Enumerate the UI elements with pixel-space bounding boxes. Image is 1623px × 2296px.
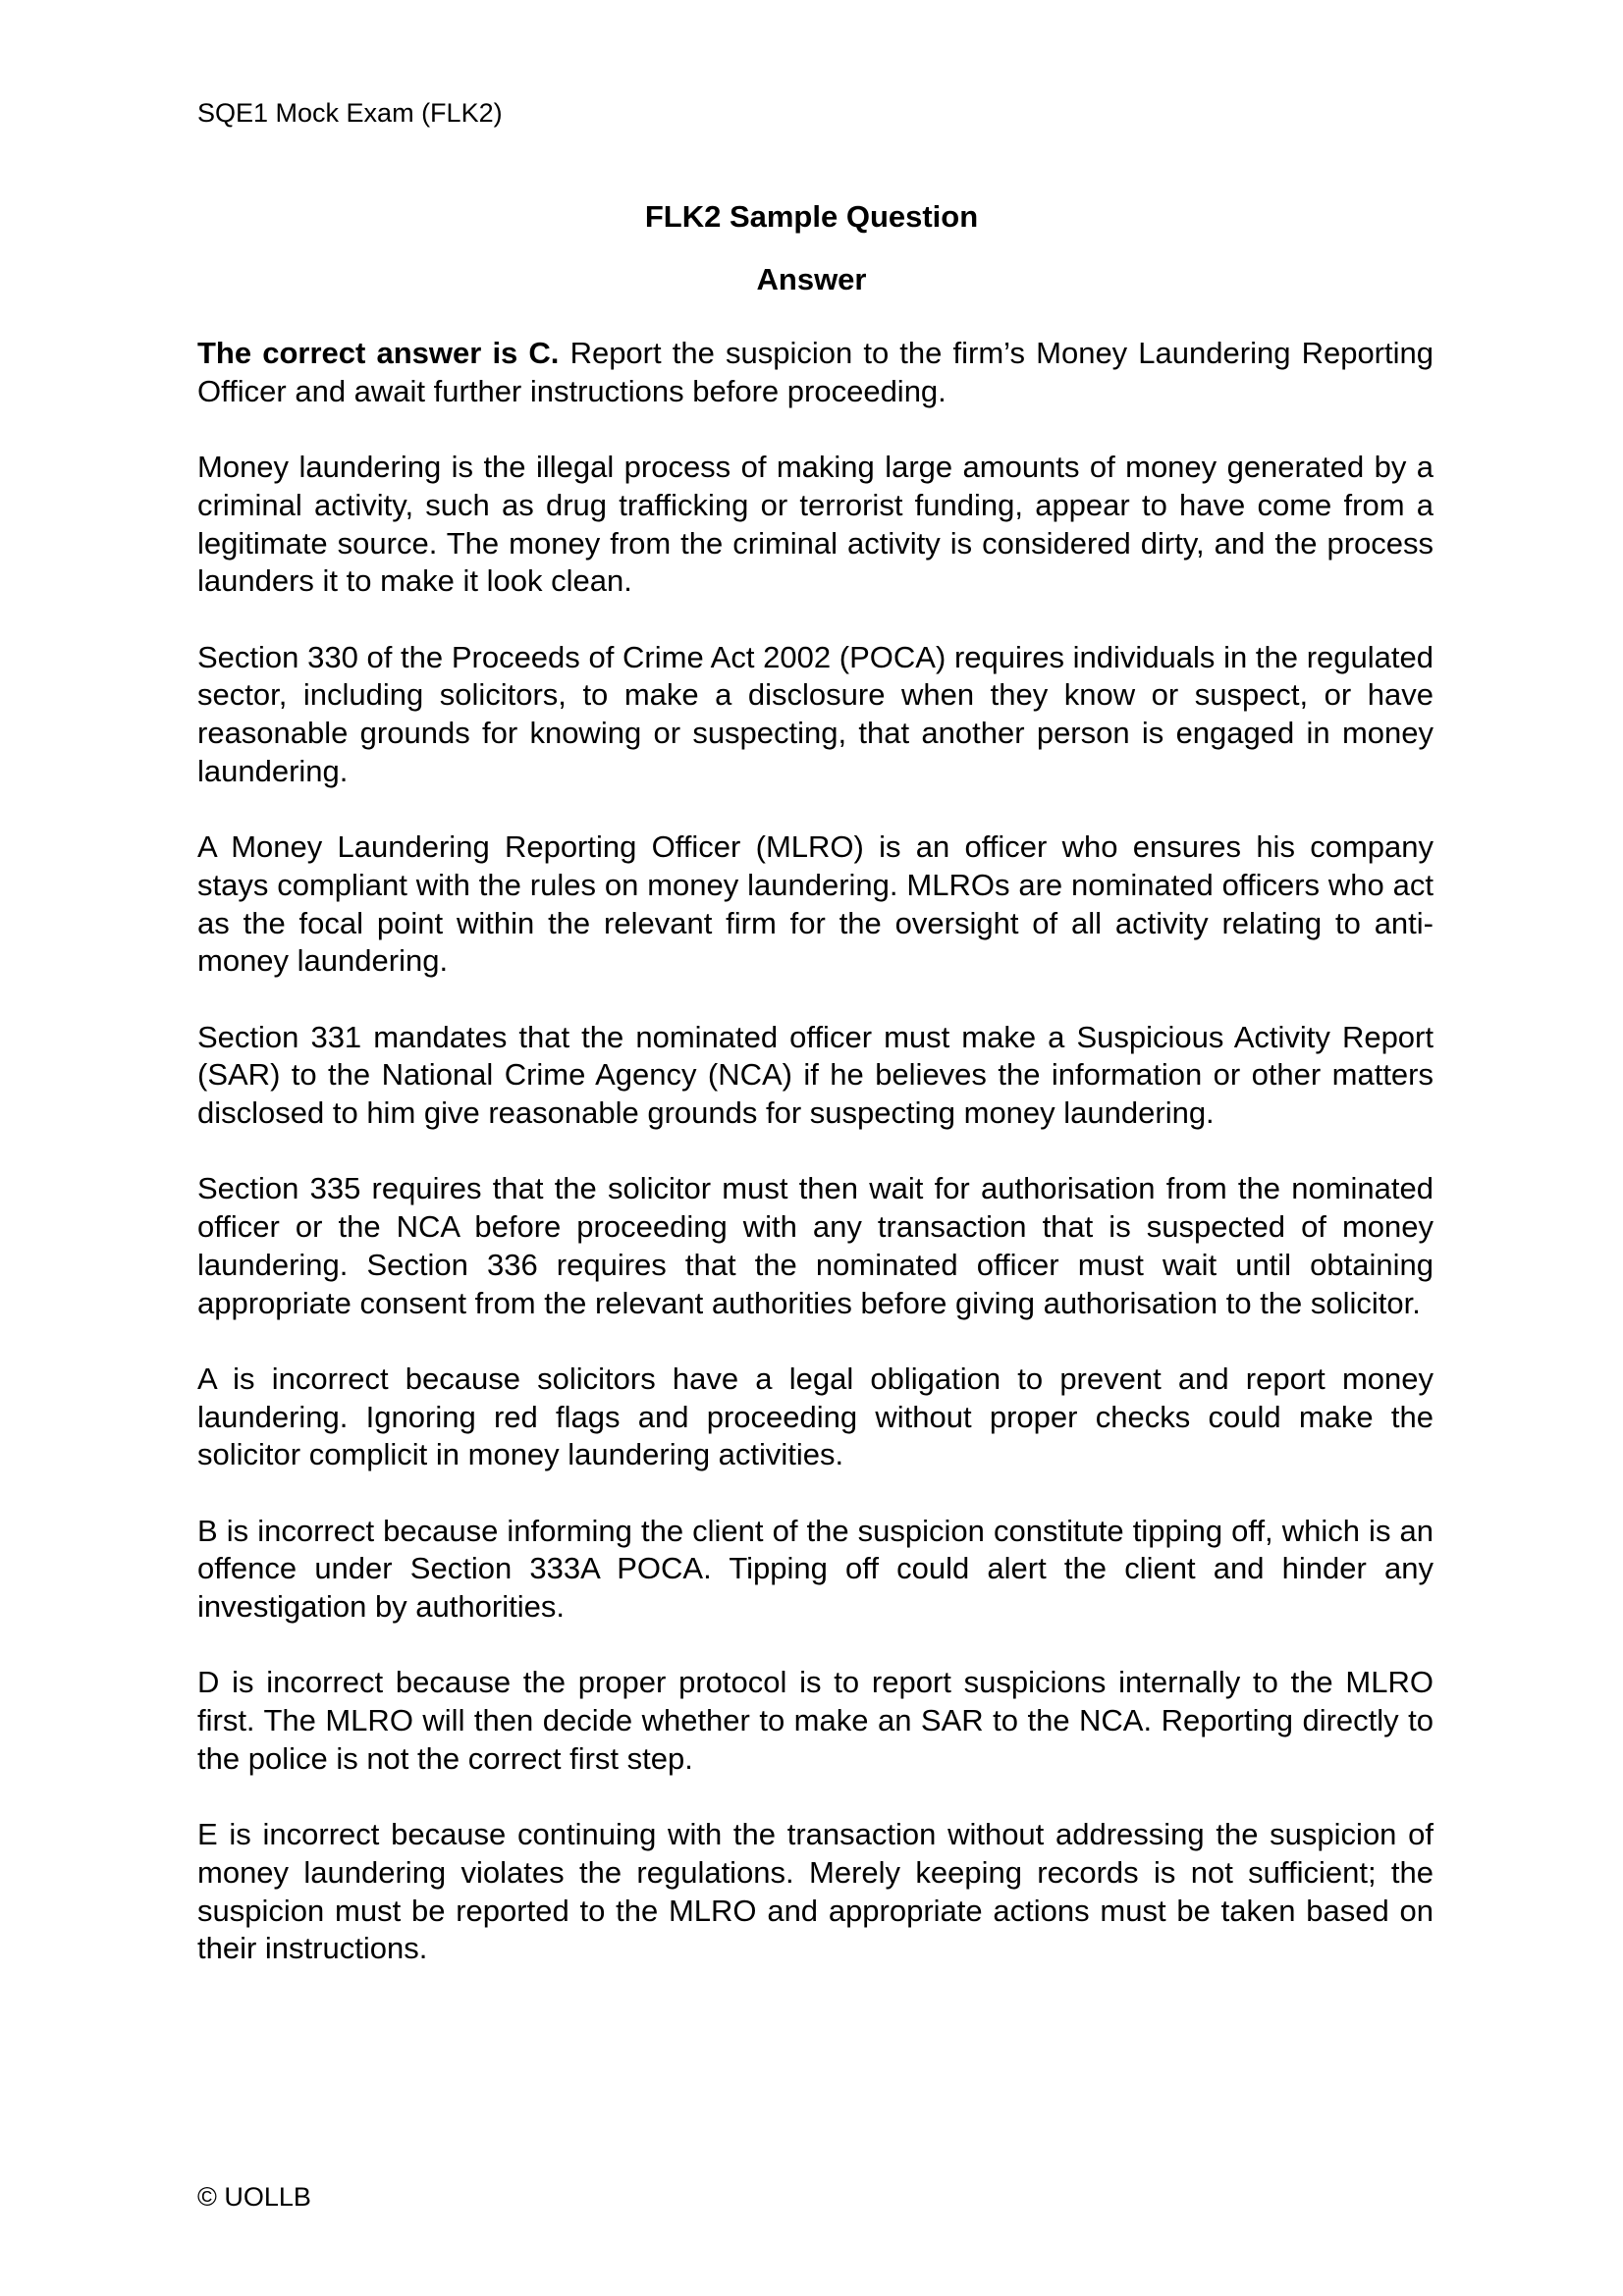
correct-answer-text: Report the suspicion to the firm’s Money Laundering Reporting Officer and await further instructions before proceeding.	[197, 336, 1434, 408]
paragraph-option-b: B is incorrect because informing the client of the suspicion constitute tipping off, which is an offence under Section 333A POCA. Tipping off could alert the client and hinder any investigation by authorities.	[197, 1513, 1434, 1625]
paragraph-money-laundering-definition: Money laundering is the illegal process of making large amounts of money generated by a criminal activity, such as drug trafficking or terrorist funding, appear to have come from a legitimate source. The money from the criminal activity is considered dirty, and the process launders it to make it look clean.	[197, 450, 1434, 599]
answer-body	[197, 335, 1434, 2006]
running-header: SQE1 Mock Exam (FLK2)	[197, 98, 503, 128]
page-title: FLK2 Sample Question	[644, 199, 979, 234]
paragraph-option-d: D is incorrect because the proper protocol is to report suspicions internally to the MLRO first. The MLRO will then decide whether to make an SAR to the NCA. Reporting directly to the police is not the correct first step.	[197, 1665, 1434, 1776]
paragraph-mlro: A Money Laundering Reporting Officer (MLRO) is an officer who ensures his company stays compliant with the rules on money laundering. MLROs are nominated officers who act as the focal point within the relevant firm for the oversight of all activity relating to anti-money laundering.	[197, 829, 1434, 979]
copyright-footer: © UOLLB	[197, 2182, 311, 2212]
paragraph-section-330: Section 330 of the Proceeds of Crime Act 2002 (POCA) requires individuals in the regulated sector, including solicitors, to make a disclosure when they know or suspect, or have reasonable grounds for knowing or suspecting, that another person is engaged in money laundering.	[197, 639, 1434, 788]
page-subtitle: Answer	[756, 262, 867, 296]
paragraph-section-335-336: Section 335 requires that the solicitor must then wait for authorisation from the nominated officer or the NCA before proceeding with any transaction that is suspected of money laundering. Section 336 requires that the nominated officer must wait until obtaining appropriate consent from the relevant authorities before giving authorisation to the solicitor.	[197, 1171, 1434, 1320]
paragraph-option-e: E is incorrect because continuing with the transaction without addressing the suspicion of money laundering violates the regulations. Merely keeping records is not sufficient; the suspicion must be reported to the MLRO and appropriate actions must be taken based on their instructions.	[197, 1817, 1434, 1966]
correct-answer-label: The correct answer is C.	[197, 336, 560, 370]
paragraph-option-a: A is incorrect because solicitors have a legal obligation to prevent and report money laundering. Ignoring red flags and proceeding without proper checks could make the solicitor complicit in money laundering activities.	[197, 1361, 1434, 1472]
correct-answer-paragraph	[197, 335, 1434, 410]
paragraph-section-331: Section 331 mandates that the nominated officer must make a Suspicious Activity Report (SAR) to the National Crime Agency (NCA) if he believes the information or other matters disclosed to him give reasonable grounds for suspecting money laundering.	[197, 1019, 1434, 1130]
